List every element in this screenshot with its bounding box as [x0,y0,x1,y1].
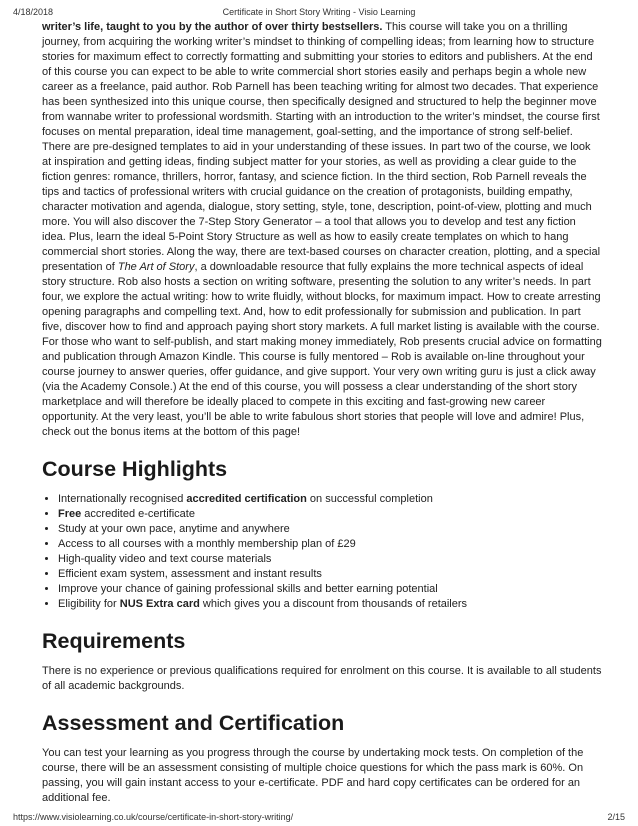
highlights-list [42,492,602,612]
list-item: • Free accredited e-certificate [58,507,602,522]
list-item: • Eligibility for NUS Extra card which gives you a discount from thousands of retailers [58,597,602,612]
print-header [13,7,625,17]
assessment-text: You can test your learning as you progress through the course by undertaking mock tests. On completion of the course, there will be an assessment consisting of multiple choice questions for which the pass mark is 60%. On passing, you will gain instant access to your e-certificate. PDF and hard copy certificates can be ordered for an additional fee. [42,747,584,804]
intro-bold-lead: writer’s life, taught to you by the author of over thirty bestsellers. [42,21,383,33]
intro-text-1: This course will take you on a thrilling journey, from acquiring the working writer’s mindset to thinking of compelling ideas; from learning how to structure stories for maximum effect to correctly formatting and submitting your stories to editors and publishers. At the end of this course you can expect to be able to write commercial short stories easily and perhaps begin a whole new career as a freelance, paid author. Rob Parnell has been teaching writing for almost two decades. That experience has been synthesized into this unique course, then specifically designed and structured to help the beginner move from wannabe writer to professional wordsmith. Starting with an introduction to the writer’s mindset, the course first focuses on mental preparation, ideal time management, goal-setting, and the importance of strong self-belief. There are pre-designed templates to aid in your understanding of these issues. In part two of the course, we look at inspiration and getting ideas, finding subject matter for your stories, as well as providing a clear guide to the fiction genres: romance, thrillers, horror, fantasy, and science fiction. In the third section, Rob Parnell reveals the tips and tactics of professional writers with crucial guidance on the creation of protagonists, building empathy, character motivation and agenda, dialogue, story setting, style, tone, description, point-of-view, plotting and much more. You will also discover the 7-Step Story Generator – a tool that allows you to develop and test any fiction idea. Plus, learn the ideal 5-Point Story Structure as well as how to easily create templates on which to hang commercial short stories. Along the way, there are text-based courses on character creation, plotting, and a special presentation of [42,21,601,273]
intro-text-2: , a downloadable resource that fully explains the more technical aspects of ideal story structure. Rob also hosts a section on writing software, presenting the solution to any writer’s needs. In part four, we explore the actual writing: how to write fluidly, without blocks, for maximum impact. How to create arresting opening paragraphs and compelling text. And, how to edit professionally for submission and publication. In part five, discover how to find and approach paying short story markets. A full market listing is available with the course. For those who want to self-publish, and start making money immediately, Rob presents crucial advice on formatting and publication through Amazon Kindle. This course is fully mentored – Rob is available on-line throughout your course journey to answer queries, offer guidance, and give support. Your very own writing guru is just a click away (via the Academy Console.) At the end of this course, you will possess a clear understanding of the short story marketplace and will therefore be ideally placed to compete in this exciting and fast-growing new career opportunity. At the very least, you’ll be able to write fabulous short stories that people will love and admire! Plus, check out the bonus items at the bottom of this page! [42,261,602,438]
print-url: https://www.visiolearning.co.uk/course/certificate-in-short-story-writing/ [13,812,294,822]
main-content [42,20,602,806]
print-date: 4/18/2018 [13,7,54,17]
page-number: 2/15 [607,812,625,822]
highlights-heading: Course Highlights [42,457,228,481]
list-item: • Study at your own pace, anytime and anywhere [58,522,602,537]
intro-paragraph [42,20,602,440]
assessment-heading: Assessment and Certification [42,711,345,735]
list-item: • Improve your chance of gaining professional skills and better earning potential [58,582,602,597]
requirements-text: There is no experience or previous qualifications required for enrolment on this course. It is available to all students of all academic backgrounds. [42,665,602,692]
list-item: • Internationally recognised accredited certification on successful completion [58,492,602,507]
list-item: • Access to all courses with a monthly membership plan of £29 [58,537,602,552]
intro-italic-title: The Art of Story [117,261,195,273]
print-title: Certificate in Short Story Writing - Visio Learning [222,7,416,17]
requirements-heading: Requirements [42,629,186,653]
list-item: • Efficient exam system, assessment and instant results [58,567,602,582]
list-item: • High-quality video and text course materials [58,552,602,567]
print-footer [13,812,625,822]
